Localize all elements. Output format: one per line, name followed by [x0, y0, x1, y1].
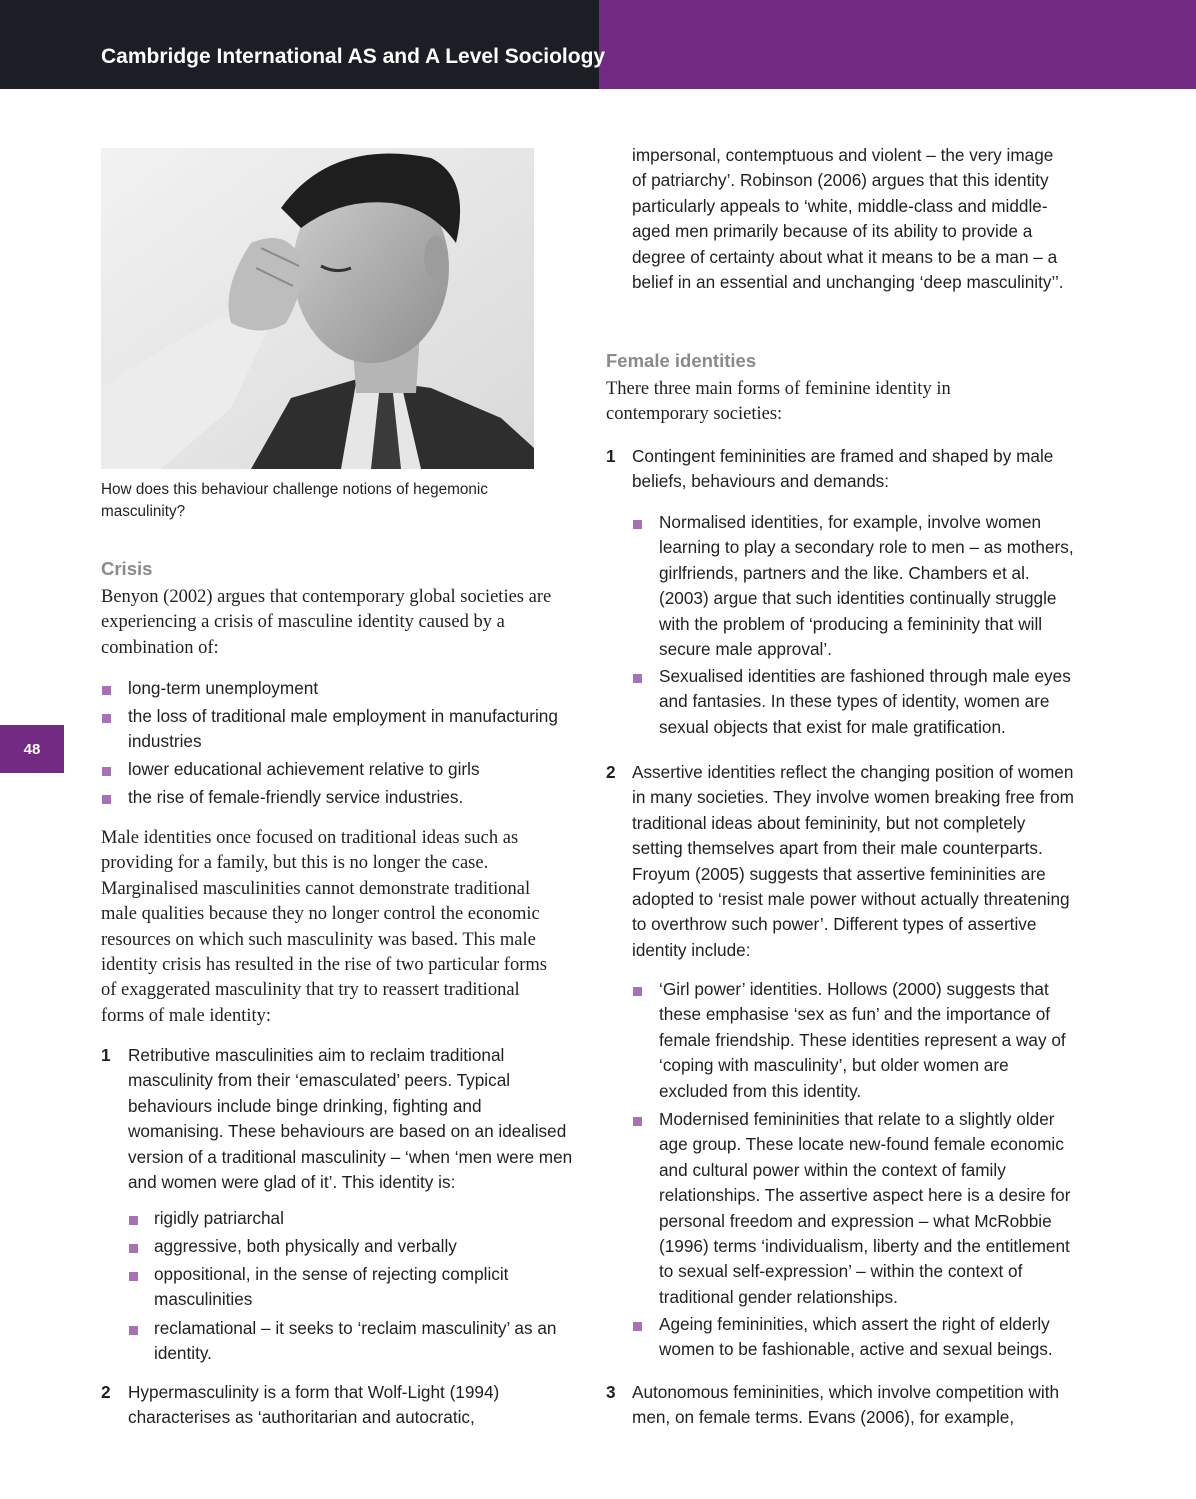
retributive-bullet: oppositional, in the sense of rejecting complicit masculinities — [154, 1264, 509, 1310]
crisis-intro: Benyon (2002) argues that contemporary global societies are experiencing a crisis of masculine identity caused by a combination of: — [101, 587, 552, 658]
photo-illustration — [101, 148, 534, 469]
bullet-marker — [129, 1326, 138, 1335]
list-number: 2 — [101, 1382, 111, 1402]
bullet-marker — [102, 714, 111, 723]
contingent-bullet: Normalised identities, for example, involve women learning to play a secondary role to men – as mothers, girlfriends, partners and the like. Chambers et al. (2003) argue that such identities continually struggle with the problem of ‘producing a femininity that will secure male approval’. — [659, 512, 1074, 660]
bullet-marker — [633, 1117, 642, 1126]
book-title: Cambridge International AS and A Level Sociology — [101, 45, 606, 68]
assertive-identities-text: Assertive identities reflect the changing position of women in many societies. They involve women breaking free from traditional ideas about femininity, but not completely setting themselves apart from their male counterparts. Froyum (2005) suggests that assertive femininities are adopted to ‘resist male power without actually threatening to overthrow such power’. Different types of assertive identity include: — [632, 762, 1074, 960]
male-identities-paragraph: Male identities once focused on traditional ideas such as providing for a family, but this is no longer the case. Marginalised masculinities cannot demonstrate traditional male qualities because they no longer control the economic resources on which such masculinity was based. This male identity crisis has resulted in the rise of two particular forms of exaggerated masculinity that try to reassert traditional forms of male identity: — [101, 828, 547, 1026]
contingent-bullet: Sexualised identities are fashioned through male eyes and fantasies. In these types of identity, women are sexual objects that exist for male gratification. — [659, 666, 1071, 737]
crisis-bullet: long-term unemployment — [128, 678, 319, 698]
list-number: 3 — [606, 1382, 616, 1402]
bullet-marker — [102, 795, 111, 804]
list-number: 1 — [606, 446, 616, 466]
crisis-heading: Crisis — [101, 558, 153, 579]
retributive-bullet: rigidly patriarchal — [154, 1208, 284, 1228]
bullet-marker — [102, 767, 111, 776]
female-identities-heading: Female identities — [606, 350, 757, 371]
page-number-tab — [0, 725, 64, 773]
bullet-marker — [633, 1322, 642, 1331]
page-number: 48 — [23, 740, 41, 758]
photo-man-hand-on-forehead — [101, 148, 534, 469]
retributive-bullet: reclamational – it seeks to ‘reclaim masculinity’ as an identity. — [154, 1318, 557, 1364]
hypermasculinity-continuation: impersonal, contemptuous and violent – the very image of patriarchy’. Robinson (2006) argues that this identity particularly appeals to ‘white, middle-class and middle-aged men primarily because of its ability to provide a degree of certainty about what it means to be a man – a belief in an essential and unchanging ‘deep masculinity’’. — [632, 145, 1064, 293]
bullet-marker — [129, 1216, 138, 1225]
bullet-marker — [633, 674, 642, 683]
bullet-marker — [102, 686, 111, 695]
retributive-bullet: aggressive, both physically and verbally — [154, 1236, 457, 1256]
autonomous-femininities-text: Autonomous femininities, which involve competition with men, on female terms. Evans (2006), for example, — [632, 1382, 1060, 1428]
bullet-marker — [633, 987, 642, 996]
assertive-bullet: Modernised femininities that relate to a slightly older age group. These locate new-found female economic and cultural power within the context of family relationships. The assertive aspect here is a desire for personal freedom and expression – what McRobbie (1996) terms ‘individualism, liberty and the entitlement to sexual self-expression’ – within the context of traditional gender relationships. — [659, 1109, 1071, 1307]
bullet-marker — [129, 1272, 138, 1281]
hypermasculinity-text: Hypermasculinity is a form that Wolf-Light (1994) characterises as ‘authoritarian and autocratic, — [128, 1382, 500, 1428]
female-identities-intro: There three main forms of feminine identity in contemporary societies: — [606, 379, 951, 425]
header-accent-bar — [599, 0, 1196, 89]
contingent-femininities-text: Contingent femininities are framed and shaped by male beliefs, behaviours and demands: — [632, 446, 1054, 492]
assertive-bullet: Ageing femininities, which assert the right of elderly women to be fashionable, active and sexual beings. — [659, 1314, 1053, 1360]
bullet-marker — [129, 1244, 138, 1253]
photo-caption: How does this behaviour challenge notions of hegemonic masculinity? — [101, 481, 488, 520]
crisis-bullet: lower educational achievement relative to girls — [128, 759, 480, 779]
retributive-masculinities-text: Retributive masculinities aim to reclaim traditional masculinity from their ‘emasculated’ peers. Typical behaviours include binge drinking, fighting and womanising. These behaviours are based on an idealised version of a traditional masculinity – ‘when ‘men were men and women were glad of it’. This identity is: — [128, 1045, 573, 1193]
crisis-bullet: the rise of female-friendly service industries. — [128, 787, 464, 807]
list-number: 2 — [606, 762, 616, 782]
crisis-bullet: the loss of traditional male employment in manufacturing industries — [128, 706, 558, 752]
assertive-bullet: ‘Girl power’ identities. Hollows (2000) suggests that these emphasise ‘sex as fun’ and the importance of female friendship. These identities represent a way of ‘coping with masculinity’, but older women are excluded from this identity. — [659, 979, 1066, 1101]
list-number: 1 — [101, 1045, 111, 1065]
bullet-marker — [633, 520, 642, 529]
